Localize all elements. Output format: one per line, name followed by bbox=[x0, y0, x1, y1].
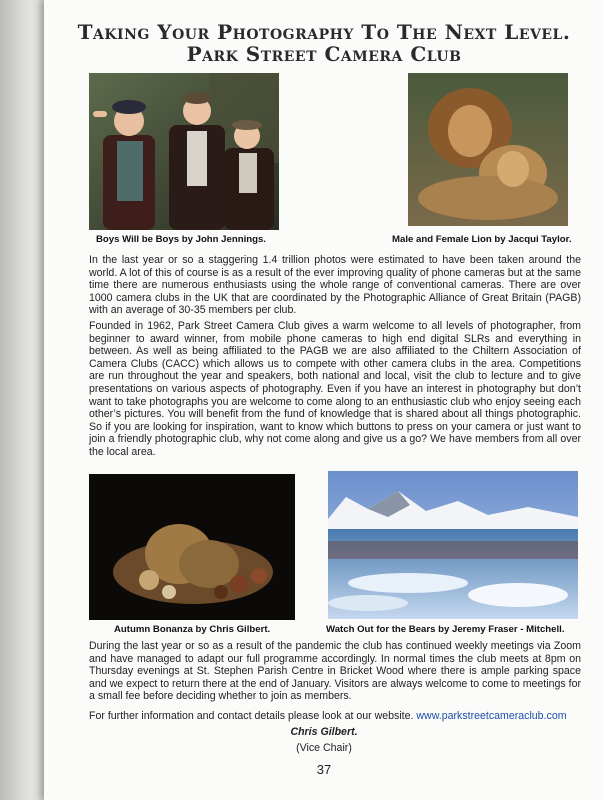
caption-bears: Watch Out for the Bears by Jeremy Fraser - Mitchell. bbox=[326, 624, 565, 635]
paragraph-intro: In the last year or so a staggering 1.4 trillion photos were estimated to have been taken around the world. A lot of this of course is as a result of the ever improving quality of phone cameras but at the same time there are numerous enthusiasts using the whole range of conventional cameras. There are over 1000 camera clubs in the UK that are coordinated by the Photographic Alliance of Great Britain (PAGB) with an average of 30-35 members per club. bbox=[89, 254, 581, 317]
paragraph-pandemic: During the last year or so as a result of the pandemic the club has continued weekly meetings via Zoom and have managed to adapt our full programme accordingly. In normal times the club meets at 8pm on Thursday evenings at St. Stephen Parish Centre in Bricket Wood where there is ample parking space and we expect to return there at the end of January. Visitors are always welcome to come to meetings for a small fee before deciding whether to join as members. bbox=[89, 640, 581, 703]
caption-boys: Boys Will be Boys by John Jennings. bbox=[96, 234, 266, 245]
paragraph-contact bbox=[89, 710, 581, 723]
signature-role: (Vice Chair) bbox=[296, 742, 352, 754]
contact-text: For further information and contact details please look at our website. bbox=[89, 710, 417, 722]
page-subtitle: Park Street Camera Club bbox=[186, 42, 462, 66]
page-number: 37 bbox=[316, 762, 332, 777]
magazine-page bbox=[44, 0, 604, 800]
binding-gutter bbox=[0, 0, 44, 800]
page-title: Taking Your Photography To The Next Level. bbox=[77, 20, 571, 44]
signature-name: Chris Gilbert. bbox=[290, 726, 358, 738]
photo-autumn-bonanza bbox=[89, 474, 295, 620]
paragraph-club: Founded in 1962, Park Street Camera Club gives a warm welcome to all levels of photographer, from beginner to award winner, from mobile phone cameras to high end digital SLRs and everything in between. As well as being affiliated to the PAGB we are also affiliated to the Chiltern Association of Camera Clubs (CACC) which allows us to compete with other camera clubs in the area. Competitions are run throughout the year and speakers, both national and local, visit the club to lecture and to give presentations on various aspects of photography. Even if you have an interest in photography but don’t want to take photographs you are welcome to come along to an enthusiastic club who enjoy seeing each other’s pictures. You will benefit from the fund of knowledge that is shared about all things photographic. So if you are looking for inspiration, want to know which buttons to press on your camera or just want to join a friendly photographic club, why not come along and give us a go? We have members from all over the local area. bbox=[89, 320, 581, 458]
caption-lion: Male and Female Lion by Jacqui Taylor. bbox=[392, 234, 572, 245]
photo-watch-out-for-the-bears bbox=[328, 471, 578, 619]
photo-boys-will-be-boys bbox=[89, 73, 279, 230]
photo-male-female-lion bbox=[408, 73, 568, 226]
caption-autumn: Autumn Bonanza by Chris Gilbert. bbox=[114, 624, 271, 635]
website-link[interactable]: www.parkstreetcameraclub.com bbox=[416, 710, 567, 722]
